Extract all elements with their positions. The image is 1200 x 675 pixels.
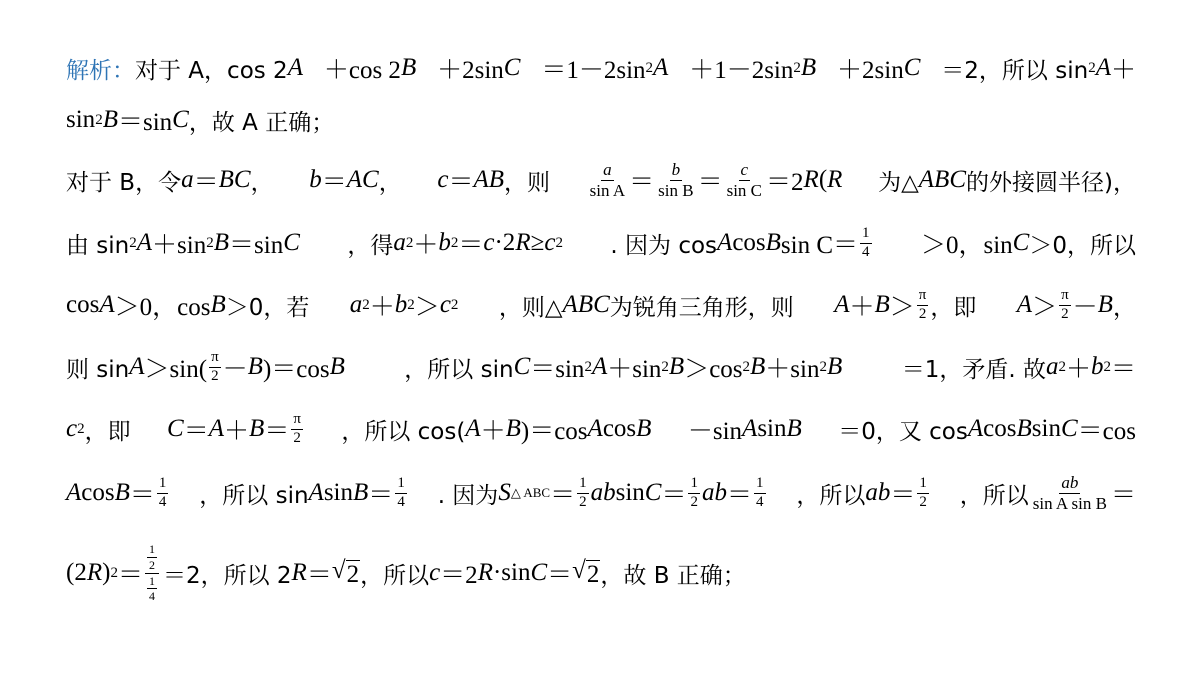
solution-line-7: c 2 ，即 C ＝ A ＋ B ＝ $\frac{\pi}{2}$ ，所以 cos( A ＋ B )＝cos A cos B －sin A sin B ＝0，又 cos A cos B sin C ＝cos <box>66 410 1136 446</box>
sine-law-fractions: $\frac{a}{\text{sin A}}$ ＝ $\frac{b}{\text{sin B}}$ ＝ $\frac{c}{\text{sin C}}$ ＝2 R ( R <box>589 159 843 200</box>
solution-line-6: 则 sin A ＞sin( $\frac{\pi}{2}$ － B )＝cos B ，所以 sin C ＝sin 2 A ＋sin 2 B ＞cos 2 B ＋sin 2 B ＝1，矛盾. 故 a 2 ＋ b 2 ＝ <box>66 348 1136 384</box>
solution-line-2: sin 2 B ＝sin C ，故 A 正确； <box>66 106 335 136</box>
solution-line-4: 由 sin 2 A ＋sin 2 B ＝sin C ，得 a 2 ＋ b 2 ＝ c ·2 R ≥ c 2 . 因为 cos A cos B sin C＝ $\frac{1}{4}$ ＞0，sin C ＞0，所以 <box>66 224 1136 260</box>
solution-line-5: cos A ＞0，cos B ＞0，若 a 2 ＋ b 2 ＞ c 2 ，则△ ABC 为锐角三角形，则 A ＋ B ＞ $\frac{\pi}{2}$ ，即 A ＞ $\frac{\pi}{2}$ － B ， <box>66 286 1136 322</box>
solution-label: 解析： <box>66 57 135 84</box>
solution-line-1: 解析： 对于 A，cos 2 A ＋cos 2 B ＋2sin C ＝1－2sin 2 A ＋1－2sin 2 B ＋2sin C ＝2，所以 sin 2 A ＋ <box>66 38 1136 98</box>
sqrt-two: √ 2 <box>331 557 360 589</box>
compound-fraction: $\frac{\frac{1}{2}}{\frac{1}{4}}$ <box>145 543 159 602</box>
solution-line-8: A cos B ＝ $\frac{1}{4}$ ，所以 sin A sin B ＝ $\frac{1}{4}$ . 因为 S △ ABC ＝ $\frac{1}{2}$ ab sin C ＝ $\frac{1}{2}$ ab ＝ $\frac{1}{4}$ ，所以 ab ＝ $\frac{1}{2}$ ，所以 $\frac{ab}{\text{sin A sin B}}$ ＝ <box>66 472 1136 513</box>
sqrt-two: √ 2 <box>572 557 600 589</box>
solution-line-9: (2 R ) 2 ＝ $\frac{\frac{1}{2}}{\frac{1}{4}}$ ＝2，所以 2 R ＝ √ 2 ，所以 c ＝2 R ·sin C ＝ √ 2 ，故 B 正确； <box>66 542 746 604</box>
solution-line-3: 对于 B，令 a ＝ BC ， b ＝ AC ， c ＝ AB ，则 $\frac{a}{\text{sin A}}$ ＝ $\frac{b}{\text{sin B}}$ ＝ $\frac{c}{\text{sin C}}$ ＝2 R ( R 为△ ABC 的外接圆半径)， <box>66 159 1136 200</box>
